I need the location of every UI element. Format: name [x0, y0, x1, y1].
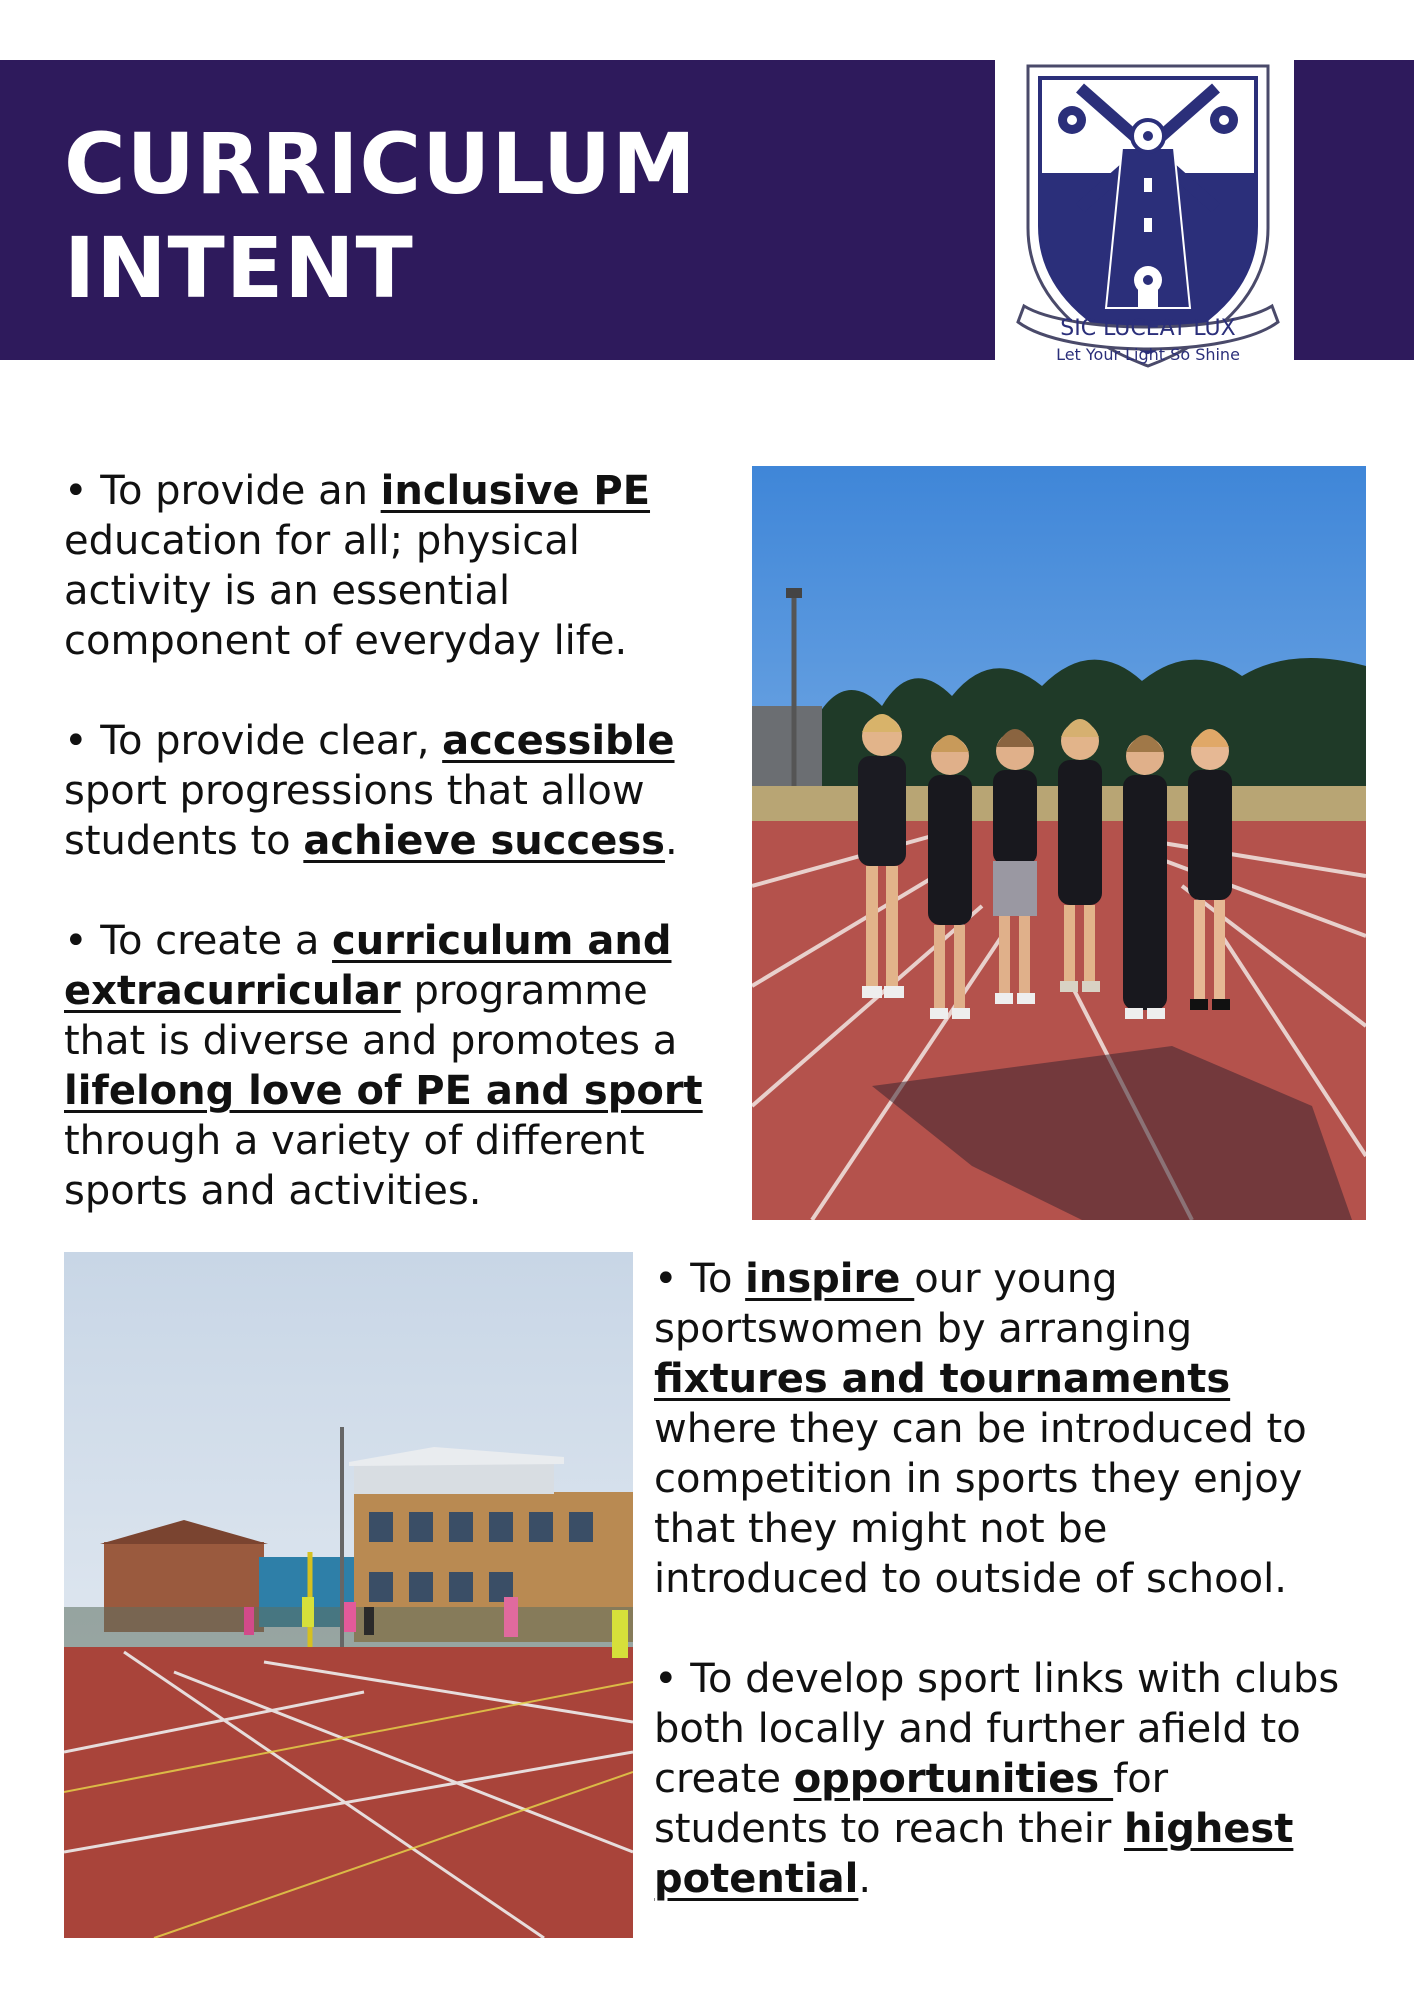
text-run: • To provide clear,	[64, 718, 443, 764]
paragraph-line	[654, 1804, 1339, 1854]
text-run: students to reach their	[654, 1806, 1124, 1852]
paragraph-line	[64, 1166, 703, 1216]
text-run: .	[664, 818, 678, 864]
text-run: competition in sports they enjoy	[654, 1456, 1303, 1502]
text-run: programme	[400, 968, 648, 1014]
text-run: sportswomen by arranging	[654, 1306, 1193, 1352]
intent-point-curriculum	[64, 916, 703, 1216]
paragraph-line	[64, 716, 678, 766]
paragraph-line	[64, 466, 650, 516]
school-crest-logo	[1010, 58, 1286, 388]
paragraph-line	[64, 766, 678, 816]
text-run: • To provide an	[64, 468, 381, 514]
emphasis-run: opportunities	[793, 1756, 1114, 1802]
paragraph-line	[654, 1354, 1307, 1404]
paragraph-line	[654, 1504, 1307, 1554]
text-run: education for all; physical	[64, 518, 580, 564]
intent-point-inspire	[654, 1254, 1307, 1604]
text-run: • To	[654, 1256, 746, 1302]
staff-team-photo	[752, 466, 1366, 1220]
paragraph-line	[654, 1704, 1339, 1754]
title-line-2: INTENT	[64, 219, 414, 317]
text-run: students to	[64, 818, 304, 864]
emphasis-run: curriculum and	[332, 918, 672, 964]
emphasis-run: fixtures and tournaments	[654, 1356, 1231, 1402]
text-run: for	[1113, 1756, 1169, 1802]
emphasis-run: achieve success	[303, 818, 665, 864]
paragraph-line	[654, 1654, 1339, 1704]
title-line-1: CURRICULUM	[64, 115, 697, 213]
emphasis-run: lifelong love of PE and sport	[64, 1068, 703, 1114]
emphasis-run: accessible	[442, 718, 675, 764]
emphasis-run: highest	[1124, 1806, 1294, 1852]
paragraph-line	[64, 516, 650, 566]
text-run: through a variety of different	[64, 1118, 645, 1164]
page-title	[64, 112, 697, 320]
paragraph-line	[64, 916, 703, 966]
intent-point-links	[654, 1654, 1339, 1904]
emphasis-run: inspire	[745, 1256, 915, 1302]
text-run: our young	[914, 1256, 1118, 1302]
crest-motto-translation: Let Your Light So Shine	[1056, 345, 1240, 364]
text-run: that is diverse and promotes a	[64, 1018, 678, 1064]
text-run: • To create a	[64, 918, 333, 964]
text-run: introduced to outside of school.	[654, 1556, 1287, 1602]
text-run: sport progressions that allow	[64, 768, 645, 814]
school-courts-photo	[64, 1252, 633, 1938]
paragraph-line	[64, 816, 678, 866]
paragraph-line	[654, 1404, 1307, 1454]
emphasis-run: inclusive PE	[380, 468, 651, 514]
header-banner-edge	[1294, 60, 1414, 360]
text-run: where they can be introduced to	[654, 1406, 1307, 1452]
paragraph-line	[654, 1554, 1307, 1604]
text-run: sports and activities.	[64, 1168, 482, 1214]
paragraph-line	[654, 1854, 1339, 1904]
emphasis-run: potential	[654, 1856, 859, 1902]
paragraph-line	[654, 1754, 1339, 1804]
text-run: activity is an essential	[64, 568, 511, 614]
paragraph-line	[64, 1066, 703, 1116]
text-run: create	[654, 1756, 794, 1802]
text-run: • To develop sport links with clubs	[654, 1656, 1340, 1702]
intent-point-inclusive	[64, 466, 650, 666]
crest-motto: SIC LUCEAT LUX	[1060, 316, 1236, 341]
paragraph-line	[64, 1016, 703, 1066]
text-run: both locally and further afield to	[654, 1706, 1301, 1752]
intent-point-accessible	[64, 716, 678, 866]
text-run: .	[858, 1856, 872, 1902]
paragraph-line	[654, 1454, 1307, 1504]
paragraph-line	[64, 1116, 703, 1166]
paragraph-line	[64, 616, 650, 666]
paragraph-line	[654, 1304, 1307, 1354]
text-run: component of everyday life.	[64, 618, 628, 664]
paragraph-line	[654, 1254, 1307, 1304]
paragraph-line	[64, 966, 703, 1016]
emphasis-run: extracurricular	[64, 968, 401, 1014]
paragraph-line	[64, 566, 650, 616]
text-run: that they might not be	[654, 1506, 1108, 1552]
